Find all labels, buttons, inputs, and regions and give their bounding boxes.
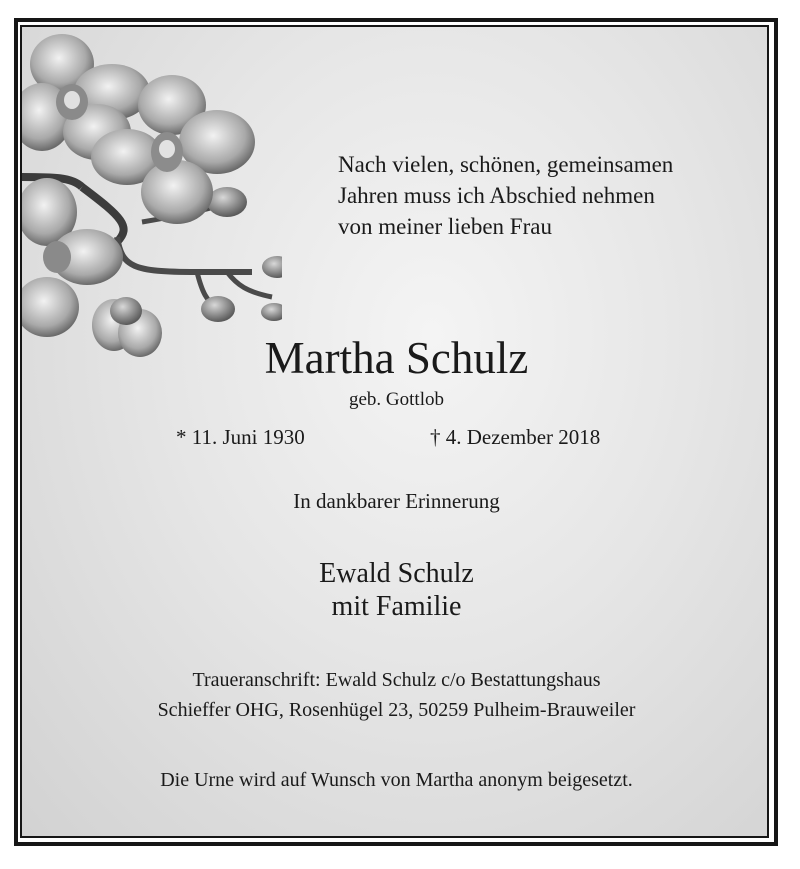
intro-text: [338, 149, 673, 242]
intro-line: von meiner lieben Frau: [338, 214, 552, 239]
deceased-name: Martha Schulz: [264, 333, 529, 383]
mourner-line: Ewald Schulz: [319, 558, 474, 589]
address-line: Schieffer OHG, Rosenhügel 23, 50259 Pulheim-Brauweiler: [157, 699, 636, 721]
mourning-address: [22, 665, 769, 725]
birth-date: * 11. Juni 1930: [176, 425, 305, 449]
intro-line: Nach vielen, schönen, gemeinsamen: [338, 152, 674, 177]
intro-line: Jahren muss ich Abschied nehmen: [338, 183, 655, 208]
closing-note: Die Urne wird auf Wunsch von Martha anonym beigesetzt.: [160, 769, 633, 791]
memory-line: In dankbarer Erinnerung: [293, 489, 500, 513]
mourner-line: mit Familie: [331, 591, 462, 622]
notice-panel: [20, 25, 769, 838]
orchid-icon: [22, 27, 282, 367]
death-date: † 4. Dezember 2018: [430, 425, 601, 449]
address-line: Traueranschrift: Ewald Schulz c/o Bestattungshaus: [192, 669, 601, 691]
maiden-name: geb. Gottlob: [349, 389, 444, 410]
mourner-block: [22, 557, 769, 623]
